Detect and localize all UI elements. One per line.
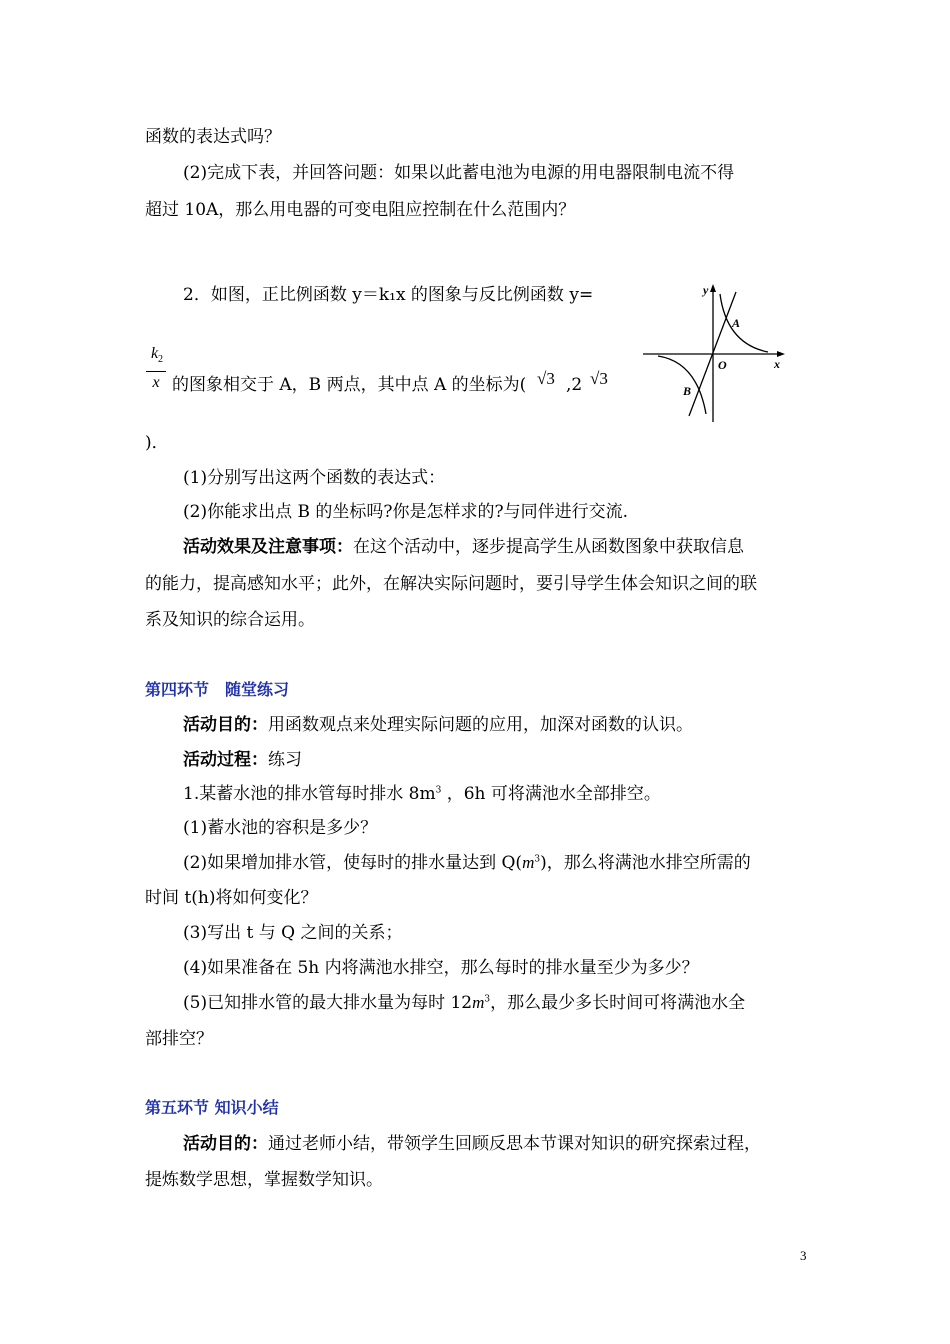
graph-label-a: A (732, 316, 741, 330)
para-line: (2)完成下表，并回答问题：如果以此蓄电池为电源的用电器限制电流不得 (183, 163, 735, 183)
exercise-1-sub2-line2: 时间 t(h)将如何变化？ (145, 888, 318, 908)
effect-label: 活动效果及注意事项： (183, 537, 353, 557)
section-4-heading: 第四环节 随堂练习 (145, 680, 290, 699)
fraction-bar (146, 371, 166, 372)
page-number: 3 (800, 1248, 807, 1263)
section-4-purpose: 活动目的：用函数观点来处理实际问题的应用，加深对函数的认识。 (183, 715, 693, 735)
fraction-denominator: x (152, 374, 160, 391)
hyperbola-branch-1 (720, 294, 768, 352)
section-4-process: 活动过程：练习 (183, 750, 302, 770)
section-5-purpose-line1: 活动目的：通过老师小结，带领学生回顾反思本节课对知识的研究探索过程， (183, 1134, 761, 1154)
hyperbola-branch-2 (658, 356, 706, 414)
graph-label-x: x (774, 357, 780, 371)
question-2-sub2: (2)你能求出点 B 的坐标吗?你是怎样求的?与同伴进行交流. (183, 502, 629, 522)
graph-label-o: O (718, 358, 727, 372)
y-axis-arrow (710, 284, 716, 292)
effect-line3: 系及知识的综合运用。 (145, 610, 315, 630)
para-line: 超过 10A，那么用电器的可变电阻应控制在什么范围内？ (145, 200, 576, 220)
exercise-1-sub4: (4)如果准备在 5h 内将满池水排空，那么每时的排水量至少为多少？ (183, 958, 699, 978)
graph-label-b: B (683, 384, 692, 398)
effect-line2: 的能力，提高感知水平；此外，在解决实际问题时，要引导学生体会知识之间的联 (145, 574, 757, 594)
exercise-1: 1.某蓄水池的排水管每时排水 $8m^3$ ，6h 可将满池水全部排空。 (183, 784, 661, 804)
question-2-line2: 的图象相交于 A，B 两点，其中点 A 的坐标为( (172, 375, 527, 395)
question-2-line1: 2．如图，正比例函数 y＝k₁x 的图象与反比例函数 y= (183, 285, 594, 305)
sqrt-3-a: √3 (537, 369, 555, 388)
graph-label-y: y (703, 283, 709, 297)
question-2-line3: )． (145, 433, 169, 453)
fraction-numerator: $k_2$ (150, 345, 164, 366)
function-graph (640, 280, 790, 425)
effect-line1: 活动效果及注意事项：在这个活动中，逐步提高学生从函数图象中获取信息 (183, 537, 744, 557)
section-5-heading: 第五环节 知识小结 (145, 1098, 279, 1117)
sqrt-3-b: √3 (590, 369, 608, 388)
exercise-1-sub1: (1)蓄水池的容积是多少？ (183, 818, 378, 838)
comma-two: ,2 (566, 375, 583, 395)
exercise-1-sub5-line1: (5)已知排水管的最大排水量为每时 $12m^3$，那么最少多长时间可将满池水全 (183, 993, 746, 1013)
section-5-purpose-line2: 提炼数学思想，掌握数学知识。 (145, 1170, 383, 1190)
para-line: 函数的表达式吗？ (145, 127, 281, 147)
exercise-1-sub3: (3)写出 t 与 Q 之间的关系； (183, 923, 403, 943)
question-2-sub1: (1)分别写出这两个函数的表达式： (183, 468, 446, 488)
exercise-1-sub2-line1: (2)如果增加排水管，使每时的排水量达到 $Q(m^3)$，那么将满池水排空所需的 (183, 853, 751, 873)
exercise-1-sub5-line2: 部排空？ (145, 1029, 213, 1049)
